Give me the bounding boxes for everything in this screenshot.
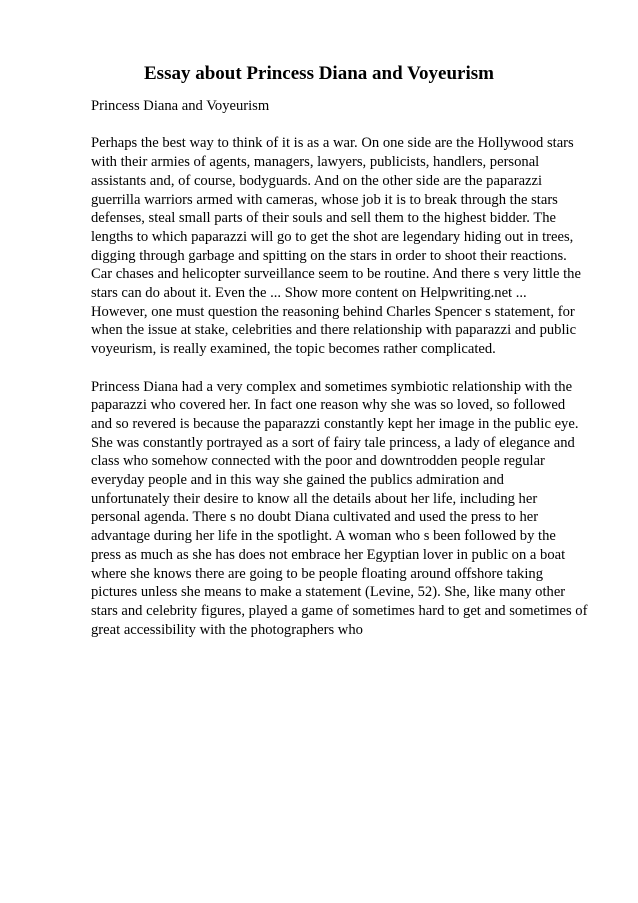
paragraph-line: everyday people and in this way she gained the publics admiration and — [91, 472, 504, 489]
document-body — [91, 97, 591, 658]
paragraph-line: However, one must question the reasoning behind Charles Spencer s statement, for — [91, 303, 575, 320]
paragraph-line: Car chases and helicopter surveillance seem to be routine. And there s very little the — [91, 266, 581, 283]
paragraph-line: with their armies of agents, managers, lawyers, publicists, handlers, personal — [91, 154, 540, 171]
paragraph-line: great accessibility with the photographers who — [91, 621, 363, 638]
paragraph-line: paparazzi who covered her. In fact one reason why she was so loved, so followed — [91, 397, 566, 414]
paragraph-line: stars and celebrity figures, played a game of sometimes hard to get and sometimes of — [91, 602, 588, 619]
paragraph-line: She was constantly portrayed as a sort of fairy tale princess, a lady of elegance and — [91, 434, 575, 451]
paragraph-1 — [91, 134, 591, 358]
paragraph-line: press as much as she has does not embrace her Egyptian lover in public on a boat — [91, 546, 566, 563]
paragraph-line: where she knows there are going to be people floating around offshore taking — [91, 565, 543, 582]
paragraph-line: and so revered is because the paparazzi constantly kept her image in the public eye. — [91, 415, 579, 432]
paragraph-line: stars can do about it. Even the ... Show more content on Helpwriting.net ... — [91, 285, 527, 302]
paragraph-line: advantage during her life in the spotlight. A woman who s been followed by the — [91, 528, 556, 545]
paragraph-line: defenses, steal small parts of their souls and sell them to the highest bidder. The — [91, 210, 557, 227]
document-subtitle: Princess Diana and Voyeurism — [91, 98, 270, 114]
paragraph-line: personal agenda. There s no doubt Diana cultivated and used the press to her — [91, 509, 539, 526]
paragraph-line: class who somehow connected with the poor and downtrodden people regular — [91, 453, 545, 470]
paragraph-line: voyeurism, is really examined, the topic becomes rather complicated. — [91, 341, 496, 358]
paragraph-line: unfortunately their desire to know all the details about her life, including her — [91, 490, 538, 507]
paragraph-2 — [91, 378, 591, 640]
paragraph-line: Perhaps the best way to think of it is as a war. On one side are the Hollywood stars — [91, 135, 574, 152]
document-title: Essay about Princess Diana and Voyeurism — [144, 63, 494, 84]
paragraph-line: Princess Diana had a very complex and sometimes symbiotic relationship with the — [91, 378, 573, 395]
paragraph-line: digging through garbage and spitting on the stars in order to shoot their reactions. — [91, 247, 567, 264]
paragraph-line: pictures unless she means to make a statement (Levine, 52). She, like many other — [91, 584, 566, 601]
paragraph-line: assistants and, of course, bodyguards. And on the other side are the paparazzi — [91, 172, 543, 189]
paragraph-line: when the issue at stake, celebrities and there relationship with paparazzi and public — [91, 322, 577, 339]
paragraph-line: guerrilla warriors armed with cameras, whose job it is to break through the stars — [91, 191, 558, 208]
paragraph-line: lengths to which paparazzi will go to get the shot are legendary hiding out in trees, — [91, 228, 574, 245]
